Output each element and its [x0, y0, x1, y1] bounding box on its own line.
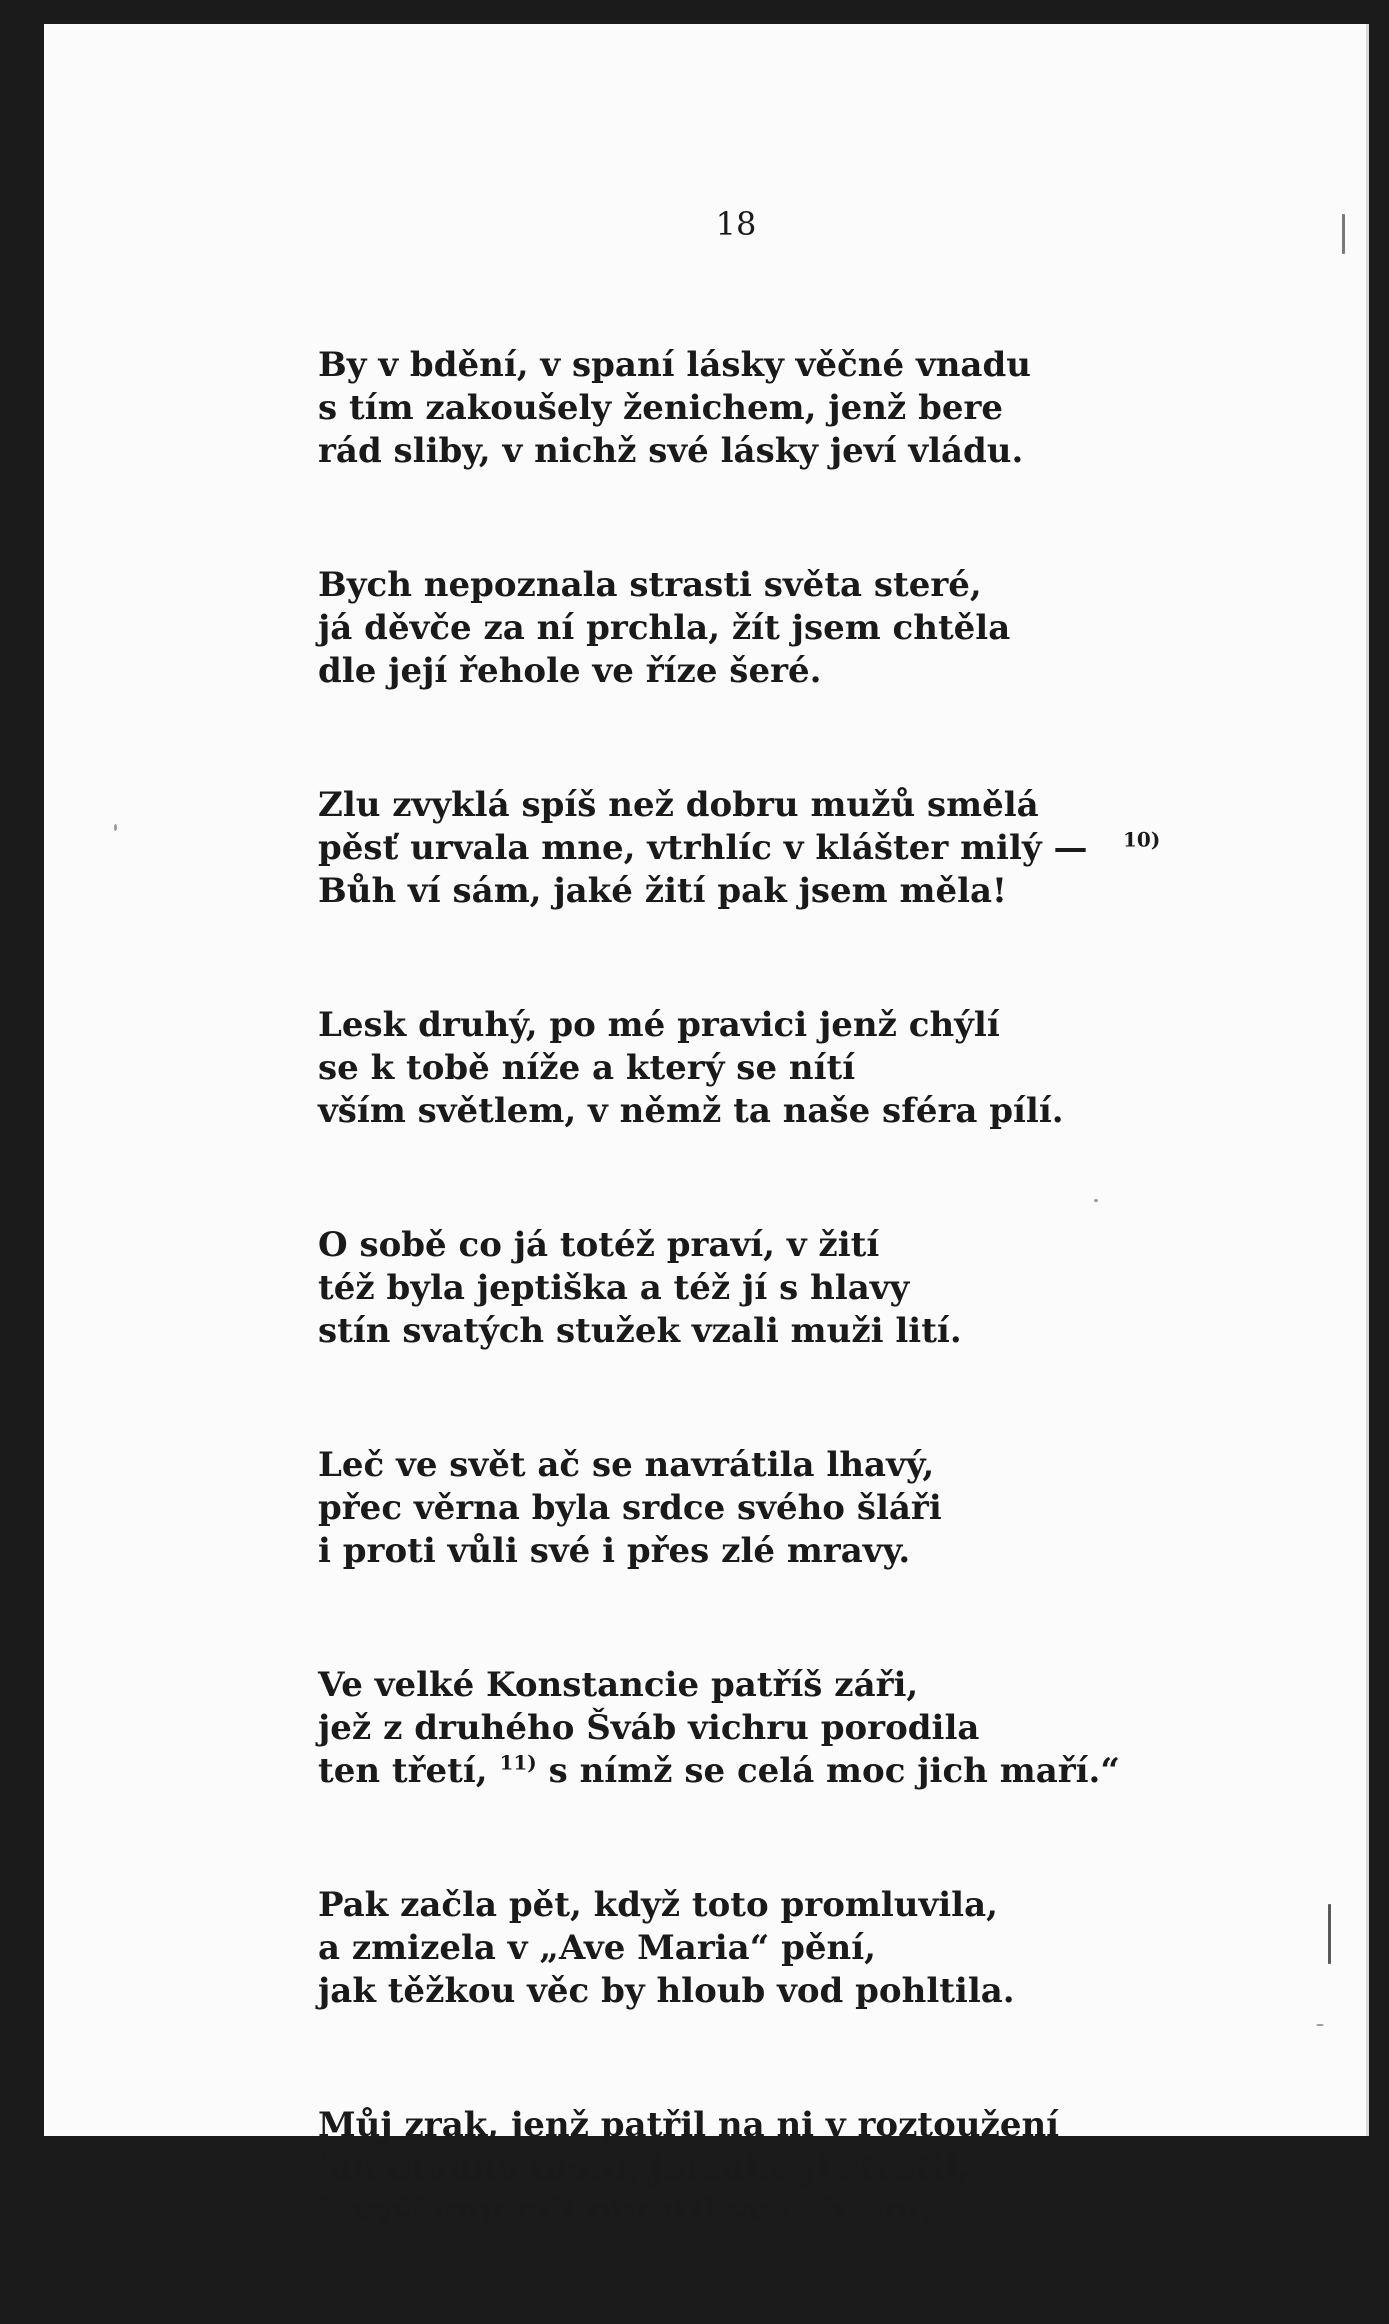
speck: [114, 824, 117, 831]
verse-line: jak těžkou věc by hloub vod pohltila.: [318, 1971, 1015, 2011]
stanza-4: [318, 1004, 1278, 1133]
verse-text: pěsť urvala mne, vtrhlíc v klášter milý —: [318, 828, 1088, 868]
speck: [1342, 214, 1345, 254]
verse-line: Zlu zvyklá spíš než dobru mužů smělá: [318, 785, 1039, 825]
verse-line: přec věrna byla srdce svého šláři: [318, 1488, 942, 1528]
footnote-mark: 11): [499, 1750, 537, 1775]
verse-line: Lesk druhý, po mé pravici jenž chýlí: [318, 1005, 1000, 1045]
verse-line: O sobě co já totéž praví, v žití: [318, 1225, 880, 1265]
stanza-3: [318, 784, 1278, 913]
speck: [1328, 1904, 1331, 1964]
verse-line: k vyššímu cíli obrátil své chtění,: [318, 2191, 933, 2231]
book-page: [44, 24, 1366, 2231]
verse-line: i proti vůli své i přes zlé mravy.: [318, 1531, 911, 1571]
verse-line: vším světlem, v němž ta naše sféra pílí.: [318, 1091, 1064, 1131]
stanza-7: [318, 1664, 1278, 1793]
page-number: 18: [715, 205, 757, 243]
verse-line: Leč ve svět ač se navrátila lhavý,: [318, 1445, 935, 1485]
stanza-8: [318, 1884, 1278, 2013]
verse-line: By v bdění, v spaní lásky věčné vnadu: [318, 345, 1031, 385]
verse-text: ten třetí,: [318, 1751, 488, 1791]
verse-line-with-note: [318, 1750, 1278, 1793]
poem-text: [318, 344, 1278, 2324]
stanza-9: [318, 2104, 1278, 2233]
stanza-1: [318, 344, 1278, 473]
verse-line: jež z druhého Šváb vichru porodila: [318, 1708, 980, 1748]
verse-line: se k tobě níže a který se nítí: [318, 1048, 856, 1088]
verse-line: Můj zrak, jenž patřil na ni v roztoužení: [318, 2105, 1060, 2145]
page-edge: [1366, 24, 1369, 2136]
speck: [1316, 2024, 1324, 2026]
stanza-5: [318, 1224, 1278, 1353]
verse-line-with-note: [318, 827, 1278, 870]
verse-line: s tím zakoušely ženichem, jenž bere: [318, 388, 1004, 428]
verse-line: Pak začla pět, když toto promluvila,: [318, 1885, 998, 1925]
verse-text: s nímž se celá moc jich maří.“: [548, 1751, 1120, 1791]
verse-line: stín svatých stužek vzali muži lití.: [318, 1311, 962, 1351]
speck: [1094, 1199, 1098, 1202]
verse-line: jak dlouho mohl, jakmile ji ztratil,: [318, 2148, 970, 2188]
verse-line: Bych nepoznala strasti světa steré,: [318, 565, 982, 605]
verse-line: Bůh ví sám, jaké žití pak jsem měla!: [318, 871, 1007, 911]
verse-line: Ve velké Konstancie patříš záři,: [318, 1665, 919, 1705]
verse-line: rád sliby, v nichž své lásky jeví vládu.: [318, 431, 1024, 471]
verse-line: též byla jeptiška a též jí s hlavy: [318, 1268, 910, 1308]
footnote-mark: 10): [1123, 827, 1161, 852]
verse-line: já děvče za ní prchla, žít jsem chtěla: [318, 608, 1011, 648]
stanza-2: [318, 564, 1278, 693]
verse-line: dle její řehole ve říze šeré.: [318, 651, 822, 691]
stanza-6: [318, 1444, 1278, 1573]
verse-line: a zmizela v „Ave Maria“ pění,: [318, 1928, 876, 1968]
